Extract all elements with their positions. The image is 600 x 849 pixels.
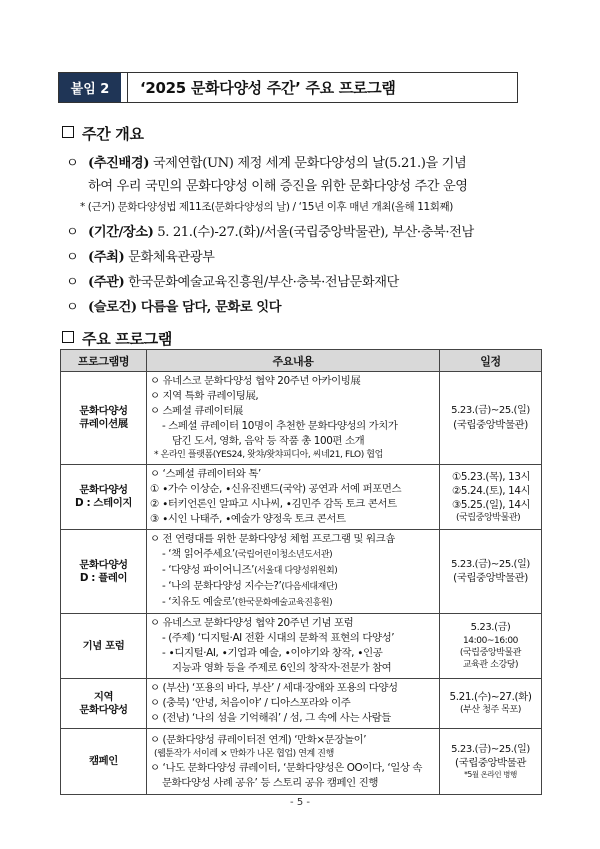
- program-content: ㅇ 전 연령대를 위한 문화다양성 체험 프로그램 및 워크숍 - ‘책 읽어주세요’(국립어린이청소년도서관) - ‘다양성 파이어니즈’(서울대 다양성위원회) - ‘나의 문화다양성 지수는?’(다음세대재단) - ‘치유도 예술로’(한국문화예술교육진흥원): [147, 530, 440, 614]
- program-schedule: 5.21.(수)~27.(화) (부산 청주 목포): [440, 679, 542, 729]
- program-name: 캠페인: [61, 729, 147, 795]
- program-table: [60, 349, 542, 795]
- program-schedule: 5.23.(금) 14:00~16:00 (국립중앙박물관 교육관 소강당): [440, 614, 542, 679]
- page-title: ‘2025 문화다양성 주간’ 주요 프로그램: [140, 79, 396, 97]
- program-content: ㅇ 유네스코 문화다양성 협약 20주년 기념 포럼 - (주제) ‘디지털·AI 전환 시대의 문화적 표현의 다양성’ - ∙디지털·AI, ∙기업과 예술, ∙이야기와 창작, ∙인공 지능과 영화 등을 주제로 6인의 창작자·전문가 참여: [147, 614, 440, 679]
- overview-heading: 주간 개요: [62, 123, 144, 144]
- program-content: ㅇ (부산) ‘포용의 바다, 부산’ / 세대·장애와 포용의 다양성 ㅇ (충북) ‘안녕, 처음이야’ / 디아스포라와 이주 ㅇ (전남) ‘나의 섬을 기억해줘’ / 섬, 그 속에 사는 사람들: [147, 679, 440, 729]
- table-row: [61, 372, 542, 465]
- overview-period: ㅇ (기간/장소) 5. 21.(수)-27.(화)/서울(국립중앙박물관), 부산·충북·전남: [66, 225, 474, 240]
- programs-heading: 주요 프로그램: [62, 328, 172, 349]
- overview-basis-note: * (근거) 문화다양성법 제11조(문화다양성의 날) / ‘15년 이후 매년 개최(올해 11회째): [80, 201, 453, 213]
- overview-background: ㅇ (추진배경) 국제연합(UN) 제정 세계 문화다양성의 날(5.21.)을 기념: [66, 156, 467, 171]
- program-name: 문화다양성 D : 플레이: [61, 530, 147, 614]
- overview-organizer: ㅇ (주관) 한국문화예술교육진흥원/부산·충북·전남문화재단: [66, 275, 399, 290]
- square-bullet-icon: [62, 331, 74, 343]
- column-header: 일정: [440, 350, 542, 372]
- column-header: 프로그램명: [61, 350, 147, 372]
- program-content: ㅇ (문화다양성 큐레이터전 연계) ‘만화×문장놀이’ (웹툰작가 서이레 × 만화가 나몬 협업) 연계 진행 ㅇ ‘나도 문화다양성 큐레이터, ‘문화다양성은 OO이다, ‘일상 속 문화다양성 사례 공유’ 등 스토리 공유 캠페인 진행: [147, 729, 440, 795]
- program-schedule: 5.23.(금)~25.(일) (국립중앙박물관): [440, 530, 542, 614]
- program-content: ㅇ ‘스페셜 큐레이터와 톡’ ① ∙가수 이상순, ∙신유진밴드(국악) 공연과 서예 퍼포먼스 ② ∙터키언론인 알파고 시나씨, ∙김민주 감독 토크 콘서트 ③ ∙시인 나태주, ∙예술가 양정욱 토크 콘서트: [147, 465, 440, 530]
- program-name: 기념 포럼: [61, 614, 147, 679]
- table-row: [61, 530, 542, 614]
- square-bullet-icon: [62, 126, 74, 138]
- table-row: [61, 614, 542, 679]
- section-header: [58, 72, 518, 103]
- program-content: ㅇ 유네스코 문화다양성 협약 20주년 아카이빙展 ㅇ 지역 특화 큐레이팅展, ㅇ 스페셜 큐레이터展 - 스페셜 큐레이터 10명이 추천한 문화다양성의 가치가 담긴 도서, 영화, 음악 등 작품 총 100편 소개 * 온라인 플랫폼(YES24, 왓챠/왓챠피디아, 씨네21, FLO) 협업: [147, 372, 440, 465]
- table-row: [61, 465, 542, 530]
- program-name: 문화다양성 큐레이션展: [61, 372, 147, 465]
- table-row: [61, 729, 542, 795]
- table-row: [61, 679, 542, 729]
- overview-host: ㅇ (주최) 문화체육관광부: [66, 250, 215, 265]
- program-name: 문화다양성 D : 스테이지: [61, 465, 147, 530]
- overview-slogan: ㅇ (슬로건) 다름을 담다, 문화로 잇다: [66, 300, 282, 315]
- attachment-badge: 붙임 2: [59, 73, 121, 102]
- header-separator: [121, 73, 128, 102]
- column-header: 주요내용: [147, 350, 440, 372]
- overview-background-cont: 하여 우리 국민의 문화다양성 이해 증진을 위한 문화다양성 주간 운영: [88, 179, 468, 194]
- page-number: - 5 -: [290, 797, 310, 808]
- table-header-row: [61, 350, 542, 372]
- program-schedule: 5.23.(금)~25.(일) (국립중앙박물관 *5월 온라인 병행: [440, 729, 542, 795]
- program-schedule: 5.23.(금)~25.(일) (국립중앙박물관): [440, 372, 542, 465]
- program-name: 지역 문화다양성: [61, 679, 147, 729]
- program-schedule: ①5.23.(목), 13시 ②5.24.(토), 14시 ③5.25.(일), 14시 (국립중앙박물관): [440, 465, 542, 530]
